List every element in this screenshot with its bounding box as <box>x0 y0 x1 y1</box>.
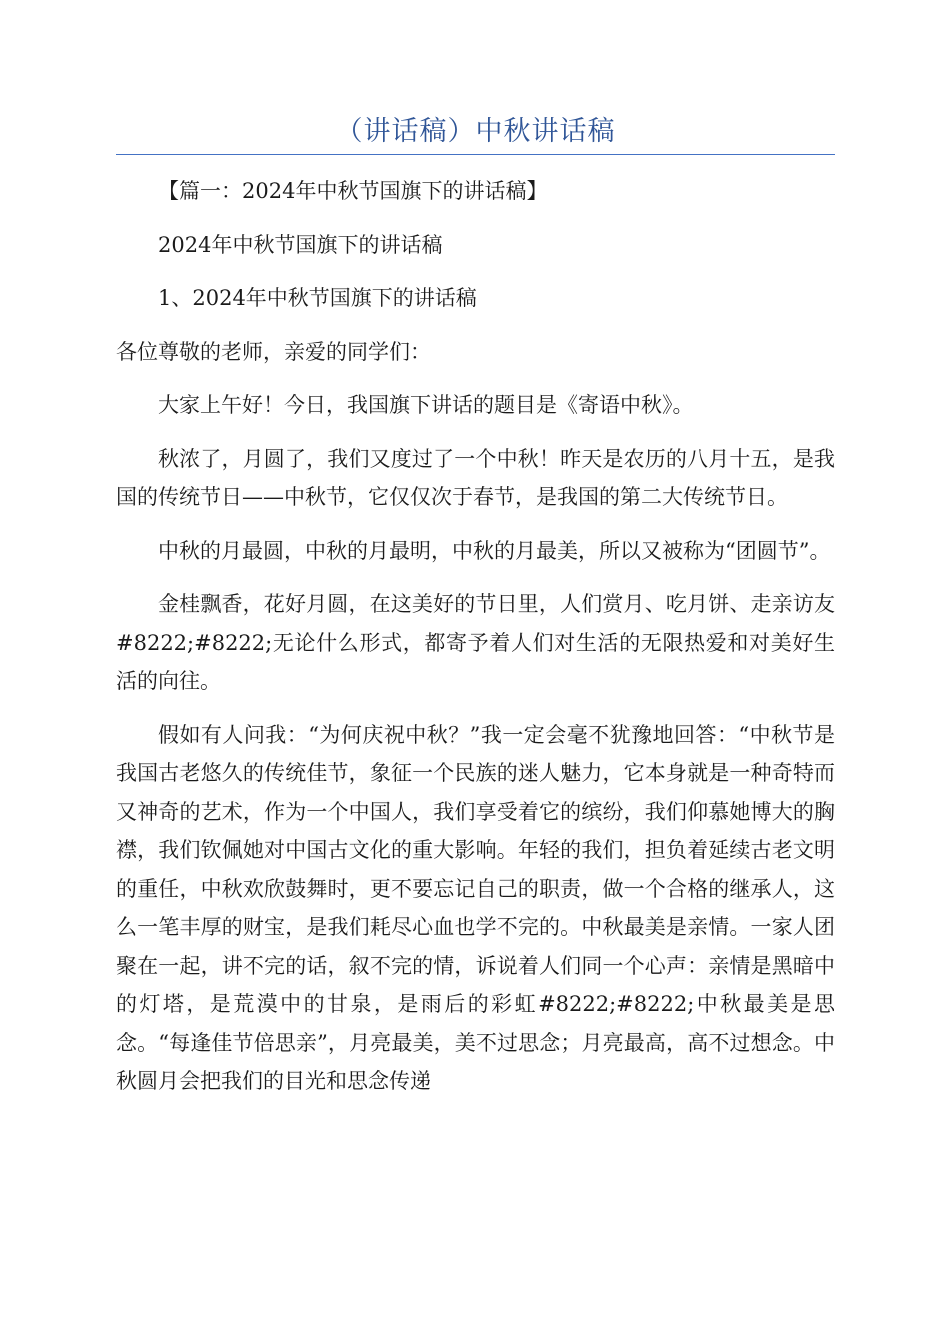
numbered-heading: 1、2024年中秋节国旗下的讲话稿 <box>158 286 477 310</box>
paragraph-autumn: 秋浓了，月圆了，我们又度过了一个中秋！昨天是农历的八月十五，是我国的传统节日——中秋节，它仅仅次于春节，是我国的第二大传统节日。 <box>116 446 835 509</box>
paragraph-moon: 中秋的月最圆，中秋的月最明，中秋的月最美，所以又被称为“团圆节”。 <box>158 538 831 563</box>
salutation: 各位尊敬的老师，亲爱的同学们： <box>116 339 431 364</box>
document-title: （讲话稿）中秋讲话稿 <box>335 116 616 147</box>
paragraph-greeting: 大家上午好！今日，我国旗下讲话的题目是《寄语中秋》。 <box>158 393 694 417</box>
section-heading: 【篇一：2024年中秋节国旗下的讲话稿】 <box>158 179 548 203</box>
paragraph-osmanthus: 金桂飘香，花好月圆，在这美好的节日里，人们赏月、吃月饼、走亲访友#8222;#8222;无论什么形式，都寄予着人们对生活的无限热爱和对美好生活的向往。 <box>116 592 835 693</box>
paragraph-why-celebrate: 假如有人问我：“为何庆祝中秋？”我一定会毫不犹豫地回答：“中秋节是我国古老悠久的传统佳节，象征一个民族的迷人魅力，它本身就是一种奇特而又神奇的艺术，作为一个中国人，我们享受着它的缤纷，我们仰慕她博大的胸襟，我们钦佩她对中国古文化的重大影响。年轻的我们，担负着延续古老文明的重任，中秋欢欣鼓舞时，更不要忘记自己的职责，做一个合格的继承人，这么一笔丰厚的财宝，是我们耗尽心血也学不完的。中秋最美是亲情。一家人团聚在一起，讲不完的话，叙不完的情，诉说着人们同一个心声：亲情是黑暗中的灯塔，是荒漠中的甘泉，是雨后的彩虹#8222;#8222;中秋最美是思念。“每逢佳节倍思亲”，月亮最美，美不过思念；月亮最高，高不过想念。中秋圆月会把我们的目光和思念传递 <box>116 722 835 1093</box>
document-body <box>116 172 835 1116</box>
title-divider <box>116 154 835 155</box>
subtitle: 2024年中秋节国旗下的讲话稿 <box>158 232 443 257</box>
